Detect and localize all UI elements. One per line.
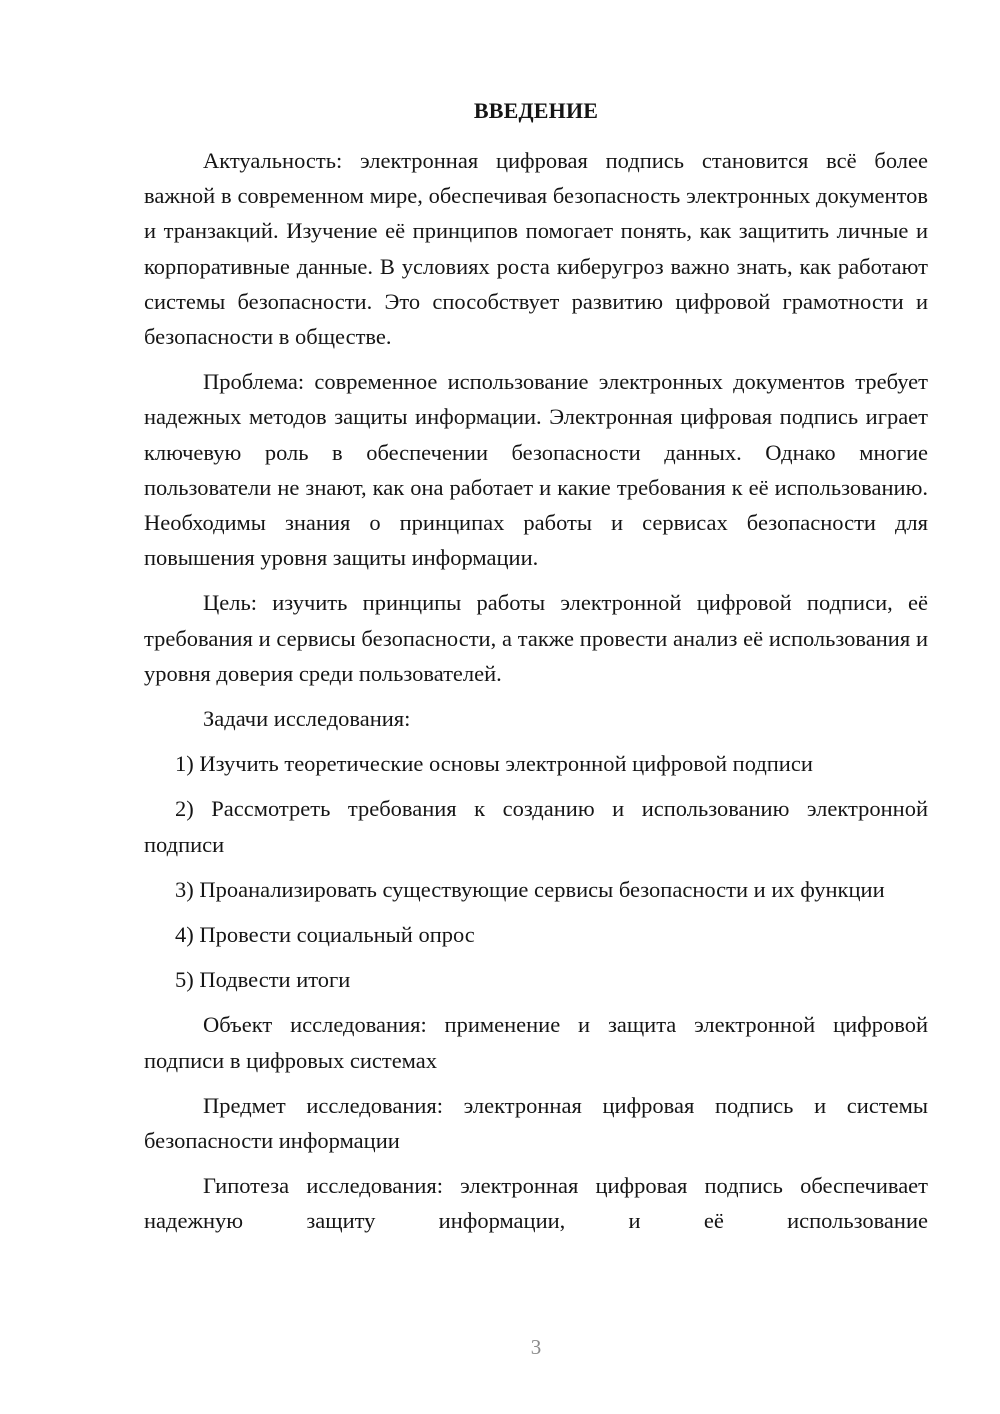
section-title: ВВЕДЕНИЕ [473, 98, 599, 123]
document-body [144, 143, 928, 1239]
paragraph-object: Объект исследования: применение и защита электронной цифровой подписи в цифровых системах [144, 1012, 928, 1073]
paragraph-hypothesis: Гипотеза исследования: электронная цифровая подпись обеспечивает надежную защиту информации, и её использование [144, 1173, 928, 1234]
task-item-2: 2) Рассмотреть требования к созданию и использованию электронной подписи [144, 796, 928, 857]
paragraph-tasks-heading: Задачи исследования: [203, 706, 411, 732]
paragraph-problem: Проблема: современное использование электронных документов требует надежных методов защиты информации. Электронная цифровая подпись играет ключевую роль в обеспечении безопасности данных. Однако многие пользователи не знают, как она работает и какие требования к её использованию. Необходимы знания о принципах работы и сервисах безопасности для повышения уровня защиты информации. [144, 369, 928, 571]
paragraph-relevance: Актуальность: электронная цифровая подпись становится всё более важной в современном мире, обеспечивая безопасность электронных документов и транзакций. Изучение её принципов помогает понять, как защитить личные и корпоративные данные. В условиях роста киберугроз важно знать, как работают системы безопасности. Это способствует развитию цифровой грамотности и безопасности в обществе. [144, 148, 928, 350]
paragraph-subject: Предмет исследования: электронная цифровая подпись и системы безопасности информации [144, 1092, 928, 1154]
paragraph-goal: Цель: изучить принципы работы электронной цифровой подписи, её требования и сервисы безопасности, а также провести анализ её использования и уровня доверия среди пользователей. [144, 590, 928, 686]
page-number: 3 [530, 1335, 542, 1359]
task-item-5: 5) Подвести итоги [175, 967, 351, 993]
task-item-3: 3) Проанализировать существующие сервисы безопасности и их функции [175, 876, 885, 902]
task-item-4: 4) Провести социальный опрос [175, 922, 475, 948]
task-item-1: 1) Изучить теоретические основы электронной цифровой подписи [175, 751, 813, 777]
